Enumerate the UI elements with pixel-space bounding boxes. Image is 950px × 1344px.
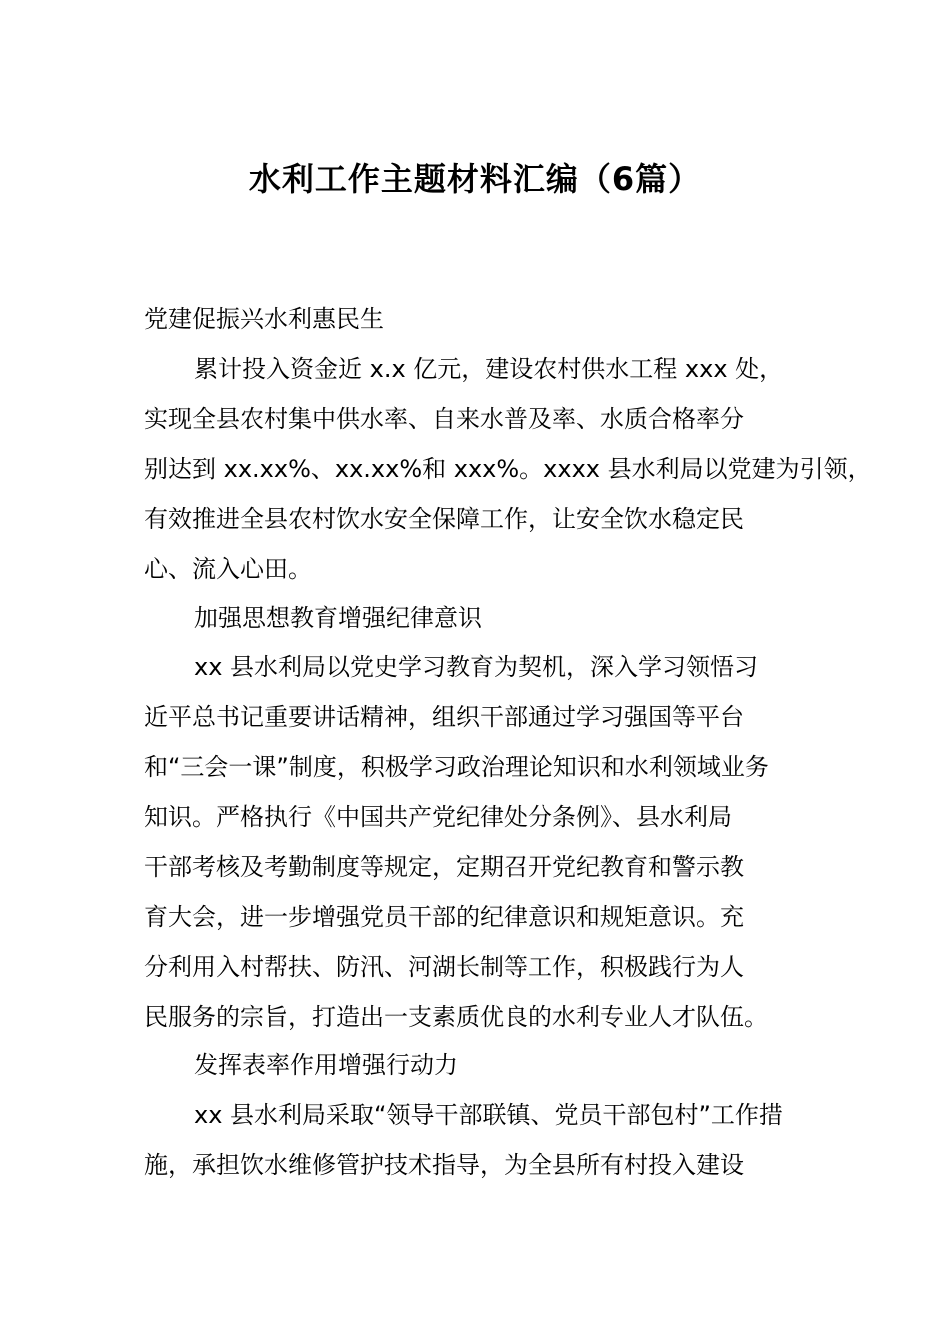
paragraph-line: 干部考核及考勤制度等规定，定期召开党纪教育和警示教 [144, 853, 744, 881]
section-heading-1: 加强思想教育增强纪律意识 [194, 604, 482, 632]
paragraph-line: 有效推进全县农村饮水安全保障工作，让安全饮水稳定民 [144, 505, 744, 533]
document-title: 水利工作主题材料汇编（6篇） [248, 160, 702, 198]
paragraph-line: 心、流入心田。 [144, 555, 312, 583]
paragraph-line: 育大会，进一步增强党员干部的纪律意识和规矩意识。充 [144, 903, 744, 931]
paragraph-3 [144, 1090, 812, 1190]
paragraph-line: xx 县水利局以党史学习教育为契机，深入学习领悟习 [194, 653, 759, 681]
section-heading-2: 发挥表率作用增强行动力 [194, 1051, 458, 1079]
paragraph-line: 别达到 xx.xx%、xx.xx%和 xxx%。xxxx 县水利局以党建为引领， [144, 455, 872, 483]
paragraph-line: 施，承担饮水维修管护技术指导，为全县所有村投入建设 [144, 1151, 744, 1179]
paragraph-line: 和“三会一课”制度，积极学习政治理论知识和水利领域业务 [144, 753, 769, 781]
paragraph-line: 知识。严格执行《中国共产党纪律处分条例》、县水利局 [144, 803, 732, 831]
paragraph-1 [144, 344, 872, 594]
paragraph-line: 分利用入村帮扶、防汛、河湖长制等工作，积极践行为人 [144, 953, 744, 981]
paragraph-2 [144, 642, 812, 1042]
paragraph-line: 民服务的宗旨，打造出一支素质优良的水利专业人才队伍。 [144, 1003, 768, 1031]
paragraph-line: 累计投入资金近 x.x 亿元，建设农村供水工程 xxx 处， [194, 355, 784, 383]
paragraph-line: 近平总书记重要讲话精神，组织干部通过学习强国等平台 [144, 703, 744, 731]
paragraph-line: 实现全县农村集中供水率、自来水普及率、水质合格率分 [144, 405, 744, 433]
article-title: 党建促振兴水利惠民生 [144, 305, 384, 333]
paragraph-line: xx 县水利局采取“领导干部联镇、党员干部包村”工作措 [194, 1101, 783, 1129]
